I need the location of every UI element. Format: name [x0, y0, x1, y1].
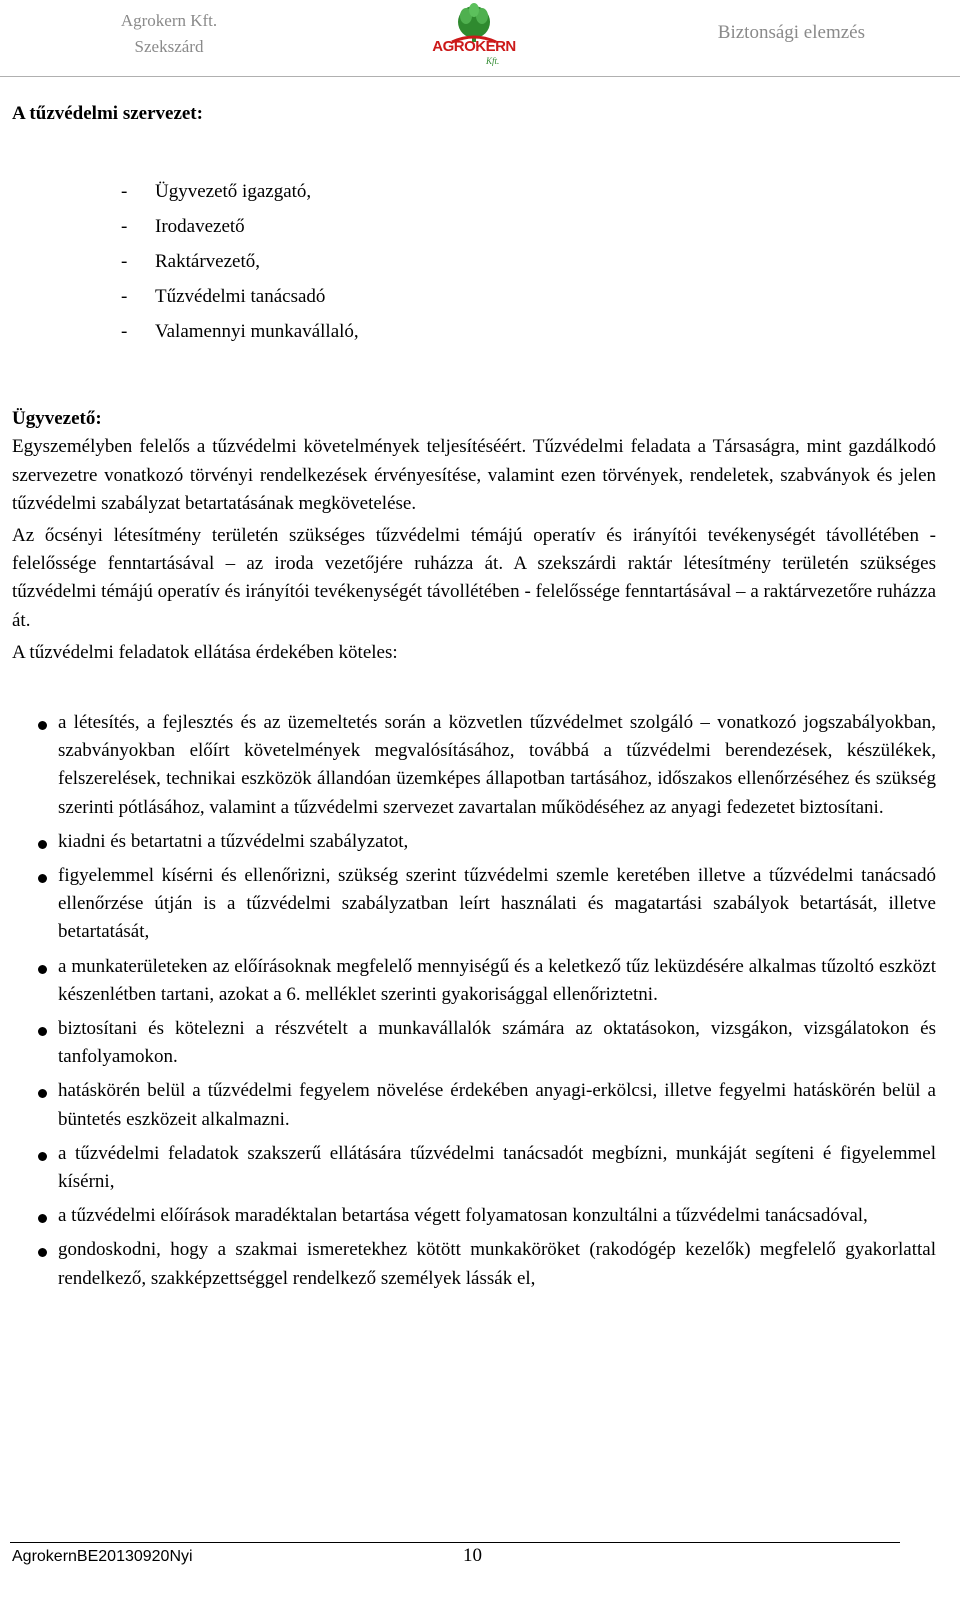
organization-list — [12, 174, 936, 349]
footer-document-id: AgrokernBE20130920Nyi — [12, 1548, 193, 1565]
bullet-icon — [38, 1214, 47, 1223]
bullet-icon — [38, 721, 47, 730]
section-heading-managing-director: Ügyvezető: — [12, 408, 102, 430]
bullet-icon — [38, 1089, 47, 1098]
bullet-icon — [38, 840, 47, 849]
bullet-icon — [38, 1152, 47, 1161]
list-item: - Tűzvédelmi tanácsadó — [121, 286, 326, 308]
company-line2: Szekszárd — [134, 37, 204, 56]
page-header — [0, 0, 960, 78]
duties-list — [12, 709, 936, 1293]
section-heading-fire-organization: A tűzvédelmi szervezet: — [12, 103, 203, 124]
document-body — [12, 100, 936, 1293]
list-item: a tűzvédelmi előírások maradéktalan betartása végett folyamatosan konzultálni a tűzvédelmi tanácsadóval, — [12, 1202, 936, 1230]
list-item: biztosítani és kötelezni a részvételt a munkavállalók számára az oktatásokon, vizsgákon, vizsgálatokon és tanfolyamokon. — [12, 1015, 936, 1071]
list-item: - Ügyvezető igazgató, — [121, 181, 312, 203]
header-divider — [0, 76, 960, 77]
footer-divider — [10, 1542, 900, 1543]
paragraph-duties-intro: A tűzvédelmi feladatok ellátása érdekében köteles: — [12, 641, 398, 663]
bullet-icon — [38, 965, 47, 974]
list-item: kiadni és betartatni a tűzvédelmi szabályzatot, — [12, 828, 936, 856]
list-item: gondoskodni, hogy a szakmai ismeretekhez kötött munkaköröket (rakodógép kezelők) megfelelő gyakorlattal rendelkező, szakképzettséggel rendelkező személyek lássák el, — [12, 1236, 936, 1292]
bullet-icon — [38, 1027, 47, 1036]
company-name — [104, 8, 234, 60]
agrokern-logo — [430, 2, 518, 72]
bullet-icon — [38, 874, 47, 883]
list-item: - Valamennyi munkavállaló, — [121, 321, 359, 343]
paragraph-delegation: Az őcsényi létesítmény területén szükséges tűzvédelmi témájú operatív és irányítói tevékenységét távollétében - felelőssége fenntartásával – az iroda vezetőjére ruházza át. A szekszárdi raktár létesítmény területén szükséges tűzvédelmi témájú operatív és irányítói tevékenységét távollétében - felelőssége fenntartásával – a raktárvezetőre ruházza át. — [12, 525, 936, 631]
list-item: a létesítés, a fejlesztés és az üzemeltetés során a közvetlen tűzvédelmet szolgáló – vonatkozó jogszabályokban, szabványokban előírt követelmények megvalósításához, továbbá a tűzvédelmi berendezések, készülékek, felszerelések, technikai eszközök állandóan üzemképes állapotban tartásához, időszakos ellenőrzéséhez és szükség szerinti pótlásához, valamint a tűzvédelmi szervezet zavartalan működéséhez az anyagi fedezetet biztosítani. — [12, 709, 936, 822]
bullet-icon — [38, 1248, 47, 1257]
logo-subtitle: Kft. — [486, 56, 500, 66]
list-item: a tűzvédelmi feladatok szakszerű ellátására tűzvédelmi tanácsadót megbízni, munkáját segíteni é figyelemmel kísérni, — [12, 1140, 936, 1196]
document-title: Biztonsági elemzés — [717, 22, 865, 43]
page-number: 10 — [463, 1545, 482, 1566]
logo-wordmark: AGROKERN — [432, 38, 516, 55]
list-item: hatáskörén belül a tűzvédelmi fegyelem növelése érdekében anyagi-erkölcsi, illetve fegyelmi hatáskörén belül a büntetés eszközeit alkalmazni. — [12, 1077, 936, 1133]
list-item: figyelemmel kísérni és ellenőrizni, szükség szerint tűzvédelmi szemle keretében illetve a tűzvédelmi tanácsadó ellenőrzése útján is a tűzvédelmi szabályzatban leírt használati és magatartási szabályok betartását, illetve betartatását, — [12, 862, 936, 947]
list-item: a munkaterületeken az előírásoknak megfelelő mennyiségű és a keletkező tűz leküzdésére alkalmas tűzoltó eszközt készenlétben tartani, azokat a 6. melléklet szerinti gyakorisággal ellenőriztetni. — [12, 953, 936, 1009]
paragraph-responsibility: Egyszemélyben felelős a tűzvédelmi követelmények teljesítéséért. Tűzvédelmi feladata a Társaságra, mint gazdálkodó szervezetre vonatkozó törvényi rendelkezések érvényesítése, valamint ezen törvények, rendeletek, szabványok és jelen tűzvédelmi szabályzat betartatásának megkövetelése. — [12, 436, 936, 514]
list-item: - Raktárvezető, — [121, 251, 260, 273]
company-line1: Agrokern Kft. — [120, 11, 218, 30]
list-item: - Irodavezető — [121, 216, 245, 238]
